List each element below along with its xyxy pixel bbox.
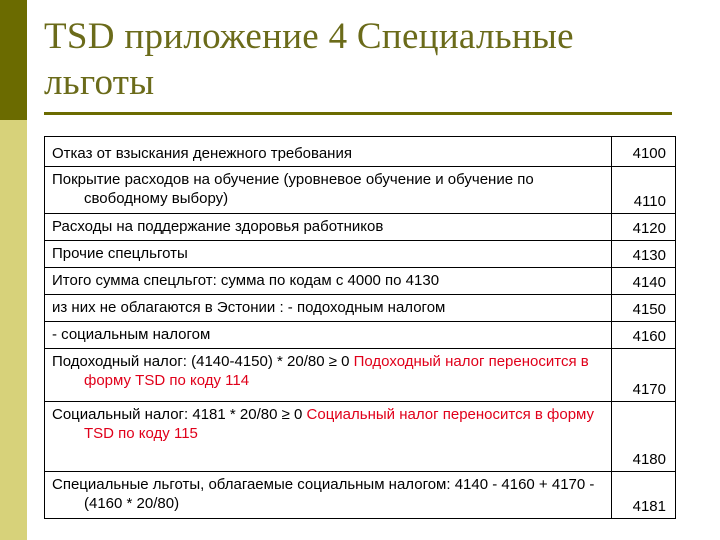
row-description-cell xyxy=(45,167,612,214)
slide-sidebar-decoration xyxy=(0,0,27,540)
row-description-cell xyxy=(45,402,612,472)
row-description: Подоходный налог: (4140-4150) * 20/80 ≥ 0 xyxy=(52,353,350,370)
row-description: Прочие спецльготы xyxy=(45,241,612,268)
table-row xyxy=(45,241,676,268)
row-code: 4130 xyxy=(612,241,676,268)
row-code: 4160 xyxy=(612,322,676,349)
row-code: 4140 xyxy=(612,268,676,295)
row-note-red: Социальный налог переносится в форму TSD по коду 115 xyxy=(84,406,595,442)
benefits-table xyxy=(44,136,676,519)
row-code: 4180 xyxy=(612,402,676,472)
table-row xyxy=(45,349,676,402)
sidebar-light-band xyxy=(0,120,27,540)
row-description-wrap xyxy=(52,405,603,443)
row-description: Социальный налог: 4181 * 20/80 ≥ 0 xyxy=(52,406,303,423)
row-description: Расходы на поддержание здоровья работников xyxy=(45,214,612,241)
table-row xyxy=(45,295,676,322)
row-description: Итого сумма спецльгот: сумма по кодам с 4000 по 4130 xyxy=(45,268,612,295)
row-note-red: Подоходный налог переносится в форму TSD по коду 114 xyxy=(84,353,589,389)
row-description: Покрытие расходов на обучение (уровневое обучение и обучение по свободному выбору) xyxy=(52,171,534,207)
row-description: из них не облагаются в Эстонии : - подоходным налогом xyxy=(45,295,612,322)
row-code: 4110 xyxy=(612,167,676,214)
slide-title: TSD приложение 4 Специальные льготы xyxy=(44,16,574,103)
row-code: 4100 xyxy=(612,137,676,167)
row-description: Отказ от взыскания денежного требования xyxy=(45,137,612,167)
table-row xyxy=(45,322,676,349)
row-description: Специальные льготы, облагаемые социальным налогом: 4140 - 4160 + 4170 - (4160 * 20/80) xyxy=(52,476,595,512)
row-description: - социальным налогом xyxy=(45,322,612,349)
table-row xyxy=(45,214,676,241)
sidebar-dark-band xyxy=(0,0,27,120)
table-row xyxy=(45,137,676,167)
table-row xyxy=(45,268,676,295)
table-row xyxy=(45,167,676,214)
title-divider xyxy=(44,112,672,115)
table-row xyxy=(45,402,676,472)
row-code: 4181 xyxy=(612,472,676,519)
row-description-cell xyxy=(45,472,612,519)
row-code: 4150 xyxy=(612,295,676,322)
row-description-wrap xyxy=(52,352,603,390)
table-row xyxy=(45,472,676,519)
row-code: 4170 xyxy=(612,349,676,402)
row-code: 4120 xyxy=(612,214,676,241)
row-description-cell xyxy=(45,349,612,402)
